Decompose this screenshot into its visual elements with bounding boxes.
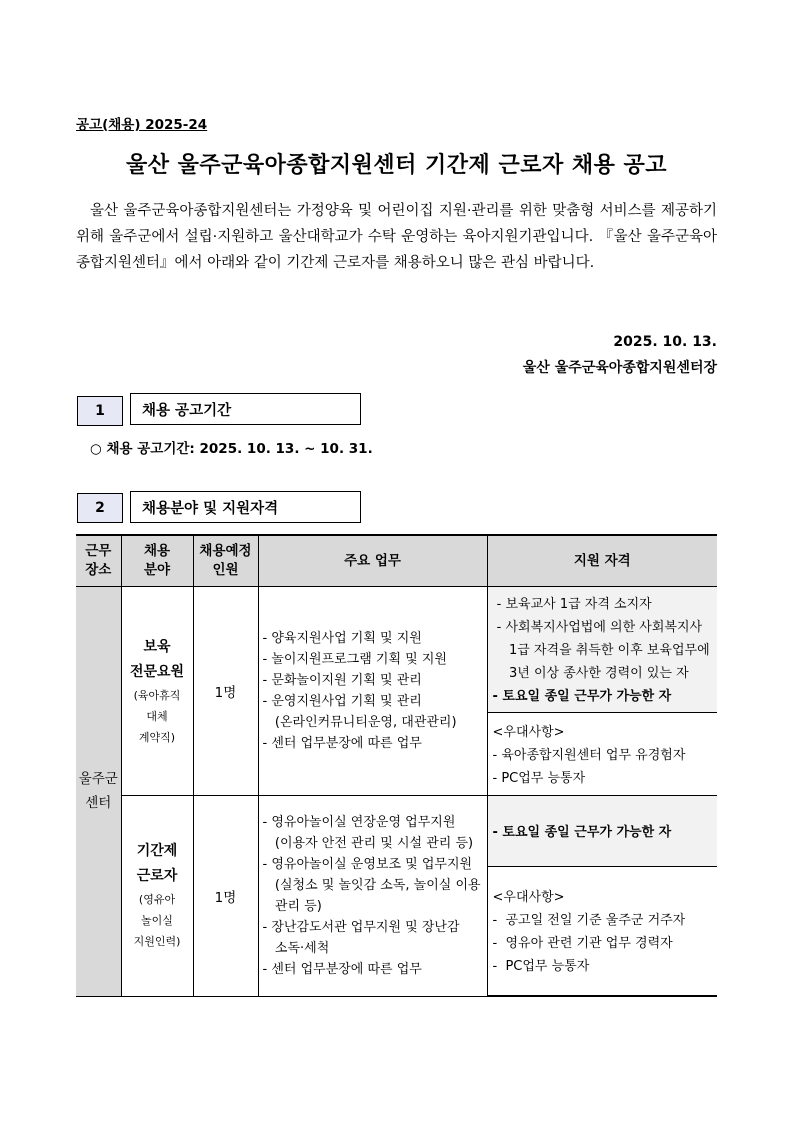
issuer-name: 울산 울주군육아종합지원센터장 — [522, 360, 717, 376]
table-row — [76, 796, 717, 867]
header-field: 채용 분야 — [121, 535, 193, 587]
recruitment-period: ○ 채용 공고기간: 2025. 10. 13. ~ 10. 31. — [90, 441, 373, 457]
header-location: 근무 장소 — [76, 535, 121, 587]
page-title: 울산 울주군육아종합지원센터 기간제 근로자 채용 공고 — [125, 153, 668, 178]
header-count: 채용예정 인원 — [193, 535, 258, 587]
section-2-number: 2 — [77, 493, 123, 523]
table-row — [76, 587, 717, 713]
duties-cell: - 양육지원사업 기획 및 지원 - 놀이지원프로그램 기획 및 지원 - 문화놀이지원 기획 및 관리 - 운영지원사업 기획 및 관리 (온라인커뮤니티운영, 대관관리) - 센터 업무분장에 따른 업무 — [258, 587, 487, 796]
notice-number: 공고(채용) 2025-24 — [76, 117, 208, 133]
qualifications-preferred-cell: <우대사항> - 공고일 전일 기준 울주군 거주자 - 영유아 관련 기관 업무 경력자 - PC업무 능통자 — [487, 867, 717, 997]
qualifications-required-cell: - 보육교사 1급 자격 소지자 - 사회복지사업법에 의한 사회복지사 1급 자격을 취득한 이후 보육업무에 3년 이상 종사한 경력이 있는 자 - 토요일 종일 근무가 가능한 자 — [487, 587, 717, 713]
count-cell: 1명 — [193, 587, 258, 796]
duties-cell: - 영유아놀이실 연장운영 업무지원 (이용자 안전 관리 및 시설 관리 등) - 영유아놀이실 운영보조 및 업무지원 (실청소 및 놀잇감 소독, 놀이실 이용 관리 등) - 장난감도서관 업무지원 및 장난감 소독·세척 - 센터 업무분장에 따른 업무 — [258, 796, 487, 997]
header-duties: 주요 업무 — [258, 535, 487, 587]
table-header-row — [76, 535, 717, 587]
intro-text: 울산 울주군육아종합지원센터는 가정양육 및 어린이집 지원·관리를 위한 맞춤형 서비스를 제공하기 위해 울주군에서 설립·지원하고 울산대학교가 수탁 운영하는 육아지원기관입니다. 『울산 울주군육아종합지원센터』에서 아래와 같이 기간제 근로자를 채용하오니 많은 관심 바랍니다. — [76, 203, 717, 271]
intro-paragraph — [76, 198, 717, 276]
header-qualifications: 지원 자격 — [487, 535, 717, 587]
recruitment-table — [76, 534, 717, 997]
notice-date: 2025. 10. 13. — [613, 334, 717, 350]
section-1-title: 채용 공고기간 — [130, 393, 361, 425]
qualifications-preferred-cell: <우대사항> - 육아종합지원센터 업무 유경험자 - PC업무 능통자 — [487, 713, 717, 796]
location-cell: 울주군 센터 — [76, 587, 121, 997]
count-cell: 1명 — [193, 796, 258, 997]
field-cell: 보육 전문요원 (육아휴직 대체 계약직) — [121, 587, 193, 796]
field-cell: 기간제 근로자 (영유아 놀이실 지원인력) — [121, 796, 193, 997]
section-2-title: 채용분야 및 지원자격 — [130, 491, 361, 523]
section-1-number: 1 — [77, 396, 123, 426]
qualifications-required-cell: - 토요일 종일 근무가 가능한 자 — [487, 796, 717, 867]
